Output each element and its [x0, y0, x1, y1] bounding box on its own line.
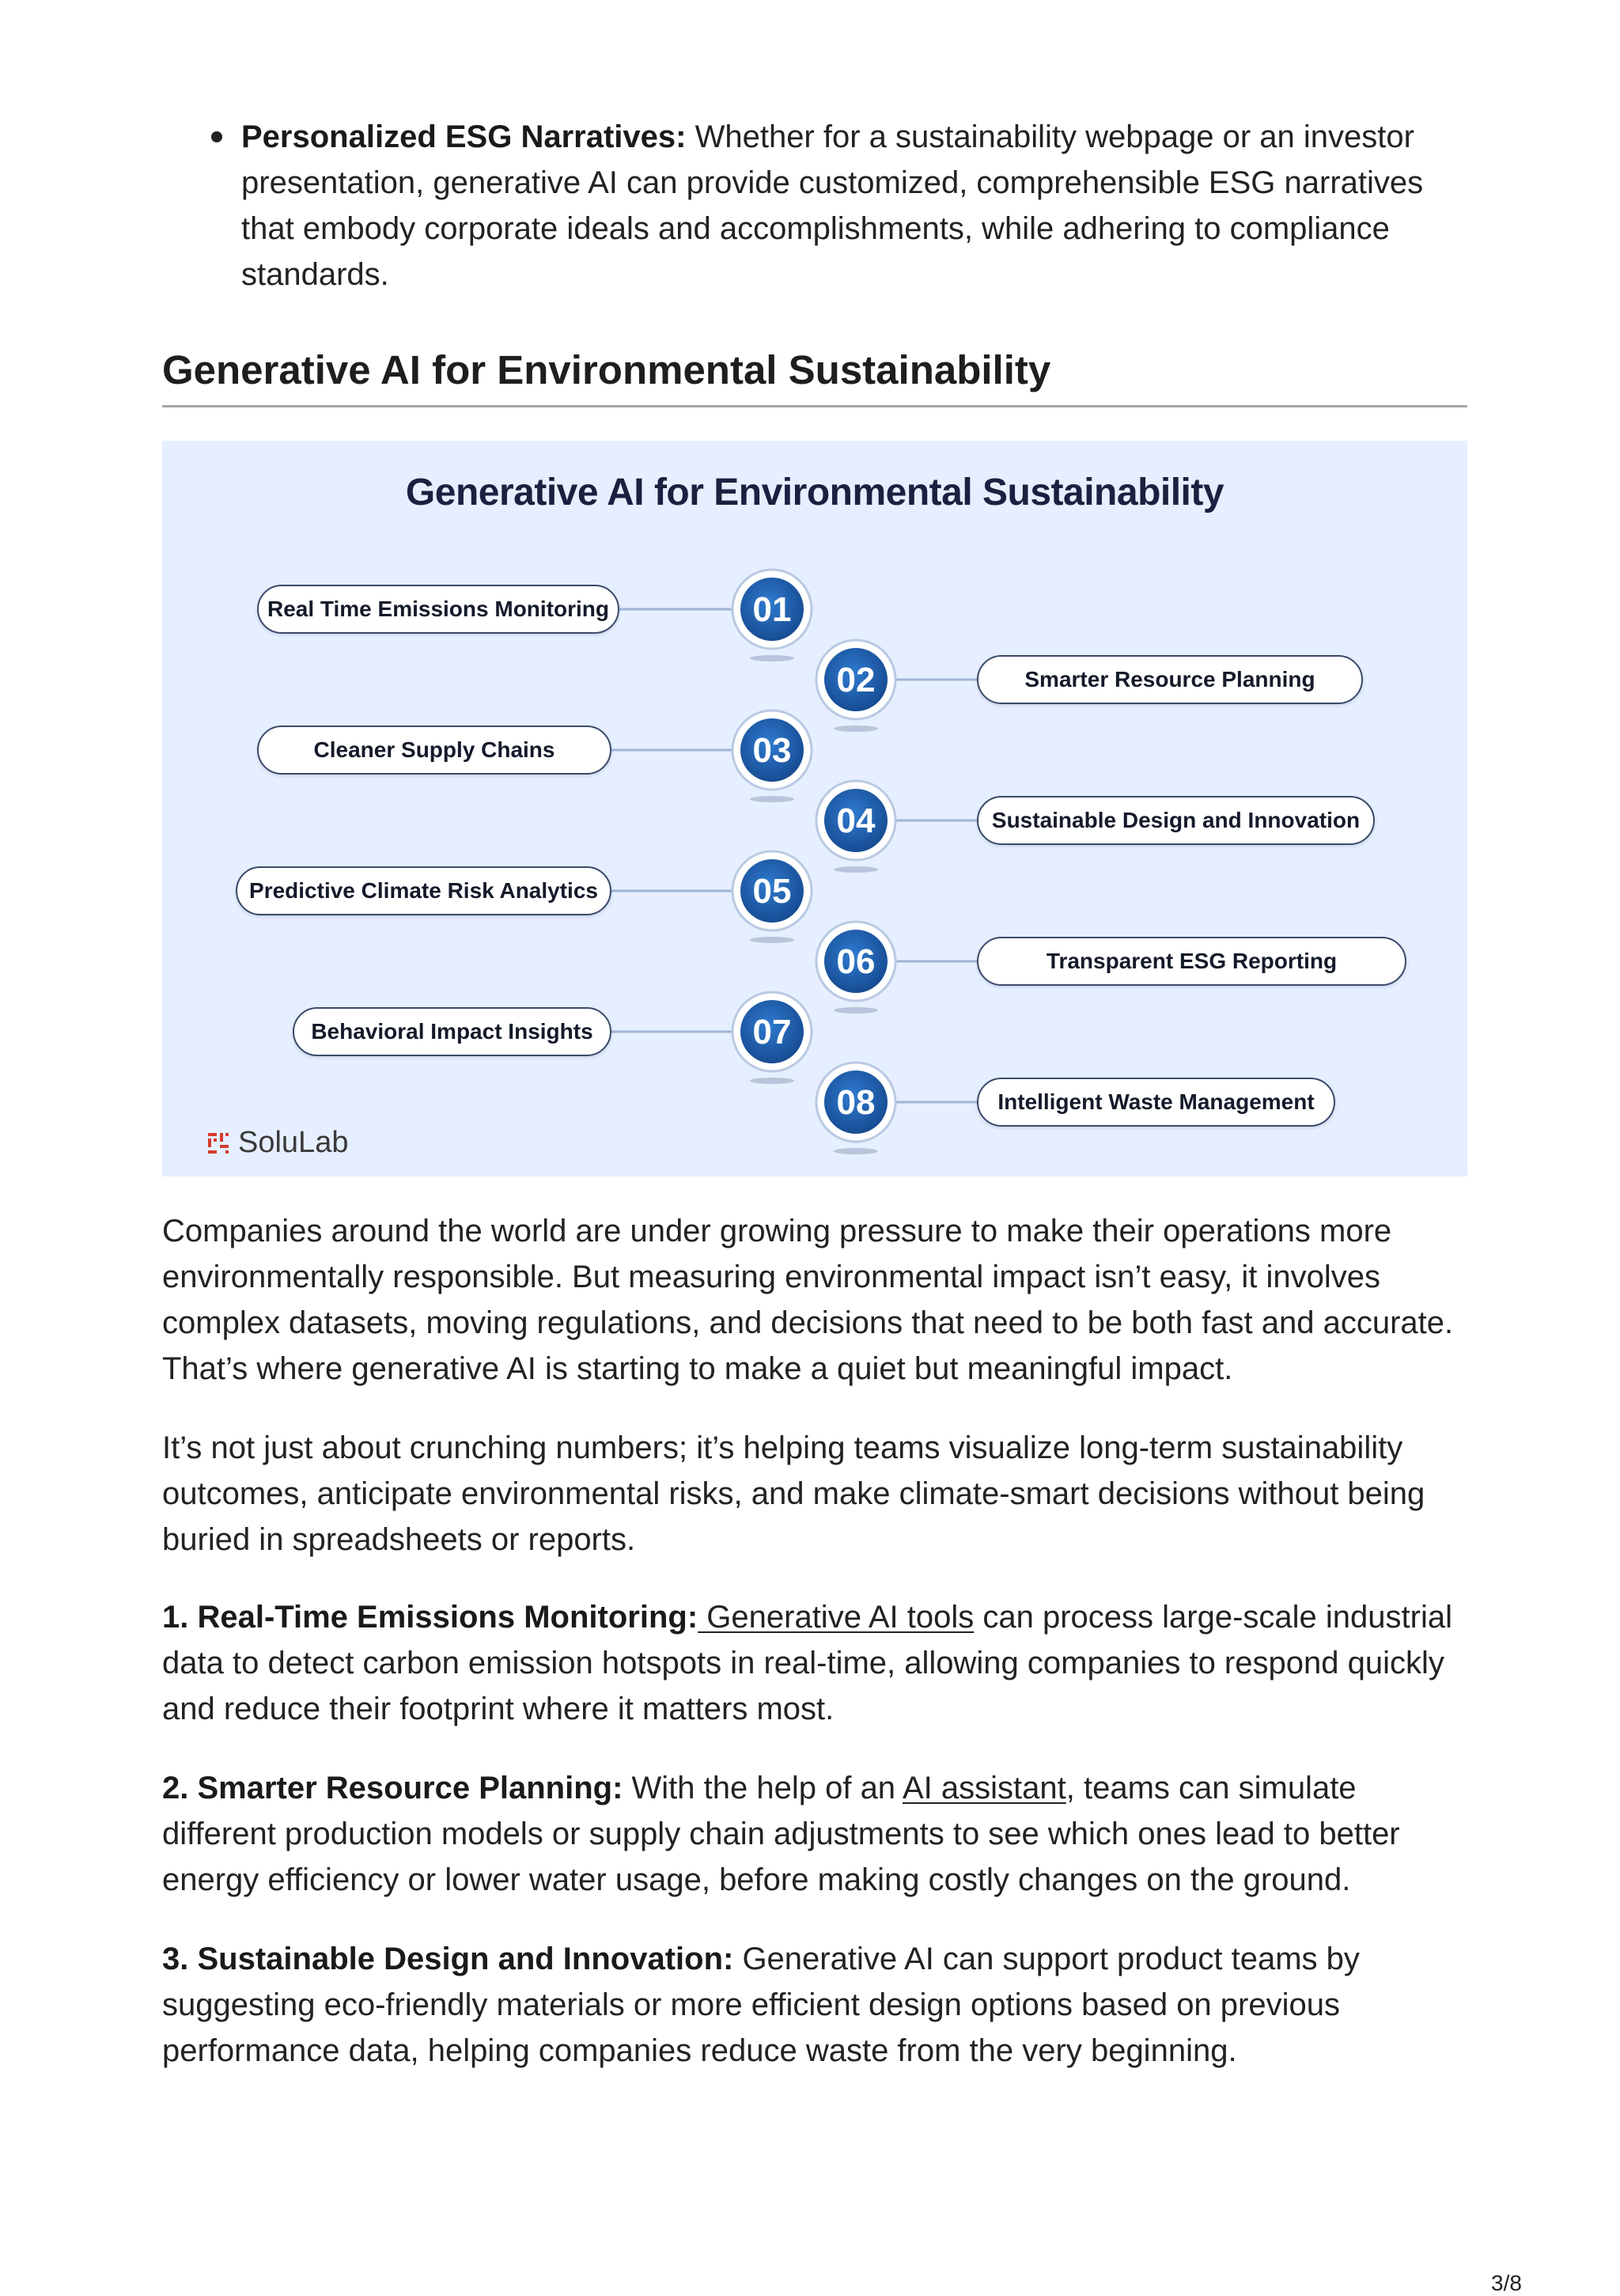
list-item	[241, 114, 1475, 297]
step-number: 01	[752, 590, 792, 629]
solulab-logo	[206, 1126, 348, 1160]
item-term: 2. Smarter Resource Planning:	[162, 1771, 623, 1805]
step-label-pill: Behavioral Impact Insights	[293, 1007, 611, 1056]
step-number: 06	[836, 942, 876, 981]
step-number: 08	[836, 1083, 876, 1122]
section-heading: Generative AI for Environmental Sustainability	[162, 347, 1051, 392]
bullet-term: Personalized ESG Narratives:	[241, 119, 687, 154]
generative-ai-tools-link[interactable]: Generative AI tools	[698, 1600, 975, 1635]
step-label-pill: Transparent ESG Reporting	[977, 937, 1406, 986]
item-term: 1. Real-Time Emissions Monitoring:	[162, 1600, 698, 1635]
circle-shadow	[750, 1078, 794, 1084]
step-number: 04	[836, 801, 876, 840]
step-label-pill: Cleaner Supply Chains	[257, 726, 611, 775]
circle-shadow	[834, 1148, 878, 1154]
numbered-item-2	[162, 1765, 1467, 1903]
circle-shadow	[834, 726, 878, 732]
step-label-pill: Smarter Resource Planning	[977, 655, 1363, 704]
item-text: can process large-scale industrial data to detect carbon emission hotspots in real-time, allowing companies to respond quickly and reduce their footprint where it matters most.	[162, 1600, 1452, 1726]
item-text: Generative AI can support product teams by suggesting eco-friendly materials or more efficient design options based on previous performance data, helping companies reduce waste from the very beginning.	[162, 1942, 1360, 2068]
step-label-pill: Real Time Emissions Monitoring	[257, 585, 619, 634]
paragraph: Companies around the world are under growing pressure to make their operations more environmentally responsible. But measuring environmental impact isn’t easy, it involves complex datasets, moving regulations, and decisions that need to be both fast and accurate. That’s where generative AI is starting to make a quiet but meaningful impact.	[162, 1214, 1454, 1386]
step-number: 07	[752, 1013, 792, 1051]
circle-shadow	[750, 796, 794, 802]
numbered-item-3	[162, 1936, 1467, 2074]
bullet-dot	[211, 131, 222, 142]
circle-shadow	[834, 1007, 878, 1013]
page-number: 3/8	[1491, 2271, 1522, 2295]
heading-divider	[162, 405, 1467, 407]
infographic-title: Generative AI for Environmental Sustainability	[405, 472, 1224, 513]
item-term: 3. Sustainable Design and Innovation:	[162, 1942, 734, 1976]
item-text: , teams can simulate different production models or supply chain adjustments to see which ones lead to better energy efficiency or lower water usage, before making costly changes on the ground.	[162, 1771, 1400, 1897]
step-label-pill: Intelligent Waste Management	[977, 1078, 1335, 1127]
solulab-logo-icon	[206, 1131, 230, 1155]
step-number: 03	[752, 731, 792, 770]
bullet-text: Whether for a sustainability webpage or an investor presentation, generative AI can provide customized, comprehensible ESG narratives that embody corporate ideals and accomplishments, while adhering to compliance standards.	[241, 119, 1424, 292]
circle-shadow	[834, 866, 878, 873]
paragraph: It’s not just about crunching numbers; it’s helping teams visualize long-term sustainability outcomes, anticipate environmental risks, and make climate-smart decisions without being buried in spreadsheets or reports.	[162, 1430, 1425, 1557]
step-label-pill: Predictive Climate Risk Analytics	[236, 866, 611, 915]
ai-assistant-link[interactable]: AI assistant	[902, 1771, 1066, 1805]
infographic	[162, 441, 1467, 1176]
step-number: 02	[836, 661, 876, 699]
step-label-pill: Sustainable Design and Innovation	[977, 796, 1375, 845]
bullet-list	[241, 114, 1475, 297]
logo-text: SoluLab	[238, 1126, 349, 1159]
circle-shadow	[750, 655, 794, 661]
step-number: 05	[752, 872, 792, 911]
item-text-pre: With the help of an	[623, 1771, 903, 1805]
circle-shadow	[750, 937, 794, 943]
numbered-item-1	[162, 1594, 1467, 1732]
